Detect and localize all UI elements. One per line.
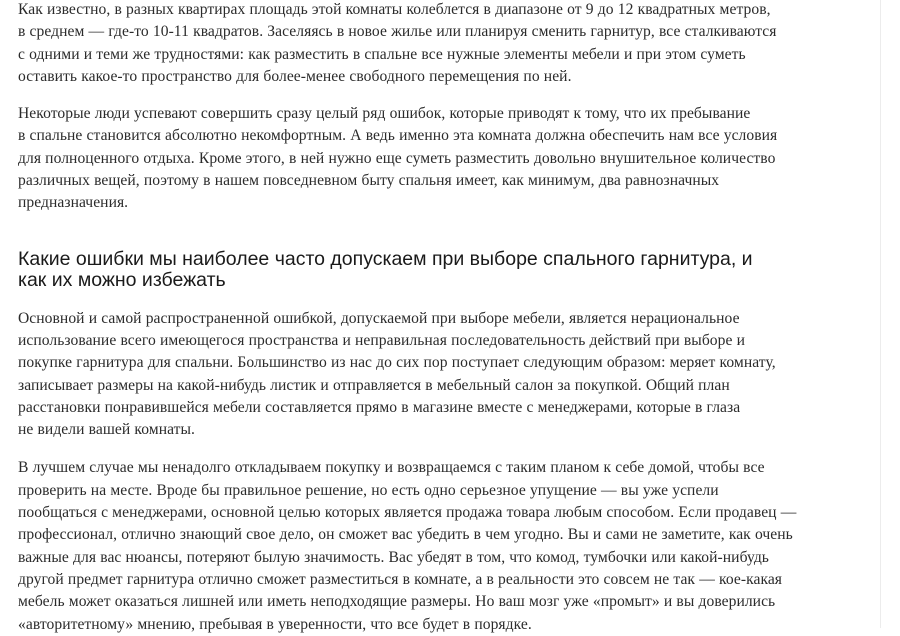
text-line: проверить на месте. Вроде бы правильное решение, но есть одно серьезное упущение — вы уже успели bbox=[18, 481, 719, 499]
text-line: предназначения. bbox=[18, 194, 129, 212]
text-line: покупке гарнитура для спальни. Большинство из нас до сих пор поступает следующим образом: меряет комнату, bbox=[18, 354, 776, 372]
text-line: для полноценного отдыха. Кроме этого, в ней нужно еще суметь разместить довольно внушительное количество bbox=[18, 149, 776, 167]
text-line: профессионал, отлично знающий свое дело, он сможет вас убедить в чем угодно. Вы и сами не заметите, как очень bbox=[18, 526, 793, 544]
text-line: Некоторые люди успевают совершить сразу целый ряд ошибок, которые приводят к тому, что их пребывание bbox=[18, 105, 751, 123]
heading-line: как их можно избежать bbox=[18, 268, 226, 291]
text-line: записывает размеры на какой-нибудь листик и отправляется в мебельный салон за покупкой. Общий план bbox=[18, 376, 730, 394]
text-line: Основной и самой распространенной ошибкой, допускаемой при выборе мебели, является нерациональное bbox=[18, 309, 740, 327]
paragraph-4 bbox=[18, 457, 863, 635]
article-body bbox=[18, 0, 863, 636]
text-line: пообщаться с менеджерами, основной целью которых является продажа товара любым способом. Если продавец — bbox=[18, 504, 797, 522]
text-line: В лучшем случае мы ненадолго откладываем покупку и возвращаемся с таким планом к себе домой, чтобы все bbox=[18, 459, 765, 477]
text-line: использование всего имеющегося пространства и неправильная последовательность действий при выборе и bbox=[18, 331, 746, 349]
text-line: Как известно, в разных квартирах площадь этой комнаты колеблется в диапазоне от 9 до 12 квадратных метров, bbox=[18, 1, 771, 18]
heading-line: Какие ошибки мы наиболее часто допускаем при выборе спального гарнитура, и bbox=[18, 247, 753, 270]
text-line: в спальне становится абсолютно некомфортным. А ведь именно эта комната должна обеспечить нам все условия bbox=[18, 127, 778, 145]
text-line: мебель может оказаться лишней или иметь неподходящие размеры. Но ваш мозг уже «промыт» и вы доверились bbox=[18, 593, 776, 611]
paragraph-1 bbox=[18, 0, 863, 88]
text-line: важные для вас нюансы, потеряют былую значимость. Вас убедят в том, что комод, тумбочки или какой-нибудь bbox=[18, 548, 769, 566]
paragraph-3 bbox=[18, 308, 863, 442]
page-edge-divider bbox=[880, 0, 881, 628]
text-line: с одними и теми же трудностями: как разместить в спальне все нужные элементы мебели и при этом суметь bbox=[18, 45, 746, 63]
section-heading bbox=[18, 249, 863, 291]
text-line: различных вещей, поэтому в нашем повседневном быту спальня имеет, как минимум, два равнозначных bbox=[18, 172, 720, 190]
text-line: «авторитетному» мнению, пребывая в уверенности, что все будет в порядке. bbox=[18, 615, 532, 633]
paragraph-2 bbox=[18, 103, 863, 214]
text-line: расстановки понравившейся мебели составляется прямо в магазине вместе с менеджерами, которые в глаза bbox=[18, 398, 741, 416]
text-line: в среднем — где-то 10-11 квадратов. Заселяясь в новое жилье или планируя сменить гарнитур, все сталкиваются bbox=[18, 23, 777, 41]
text-line: не видели вашей комнаты. bbox=[18, 421, 196, 439]
text-line: другой предмет гарнитура отлично сможет разместиться в комнате, а в реальности это совсем не так — кое-какая bbox=[18, 570, 783, 588]
text-line: оставить какое-то пространство для более-менее свободного перемещения по ней. bbox=[18, 67, 572, 85]
